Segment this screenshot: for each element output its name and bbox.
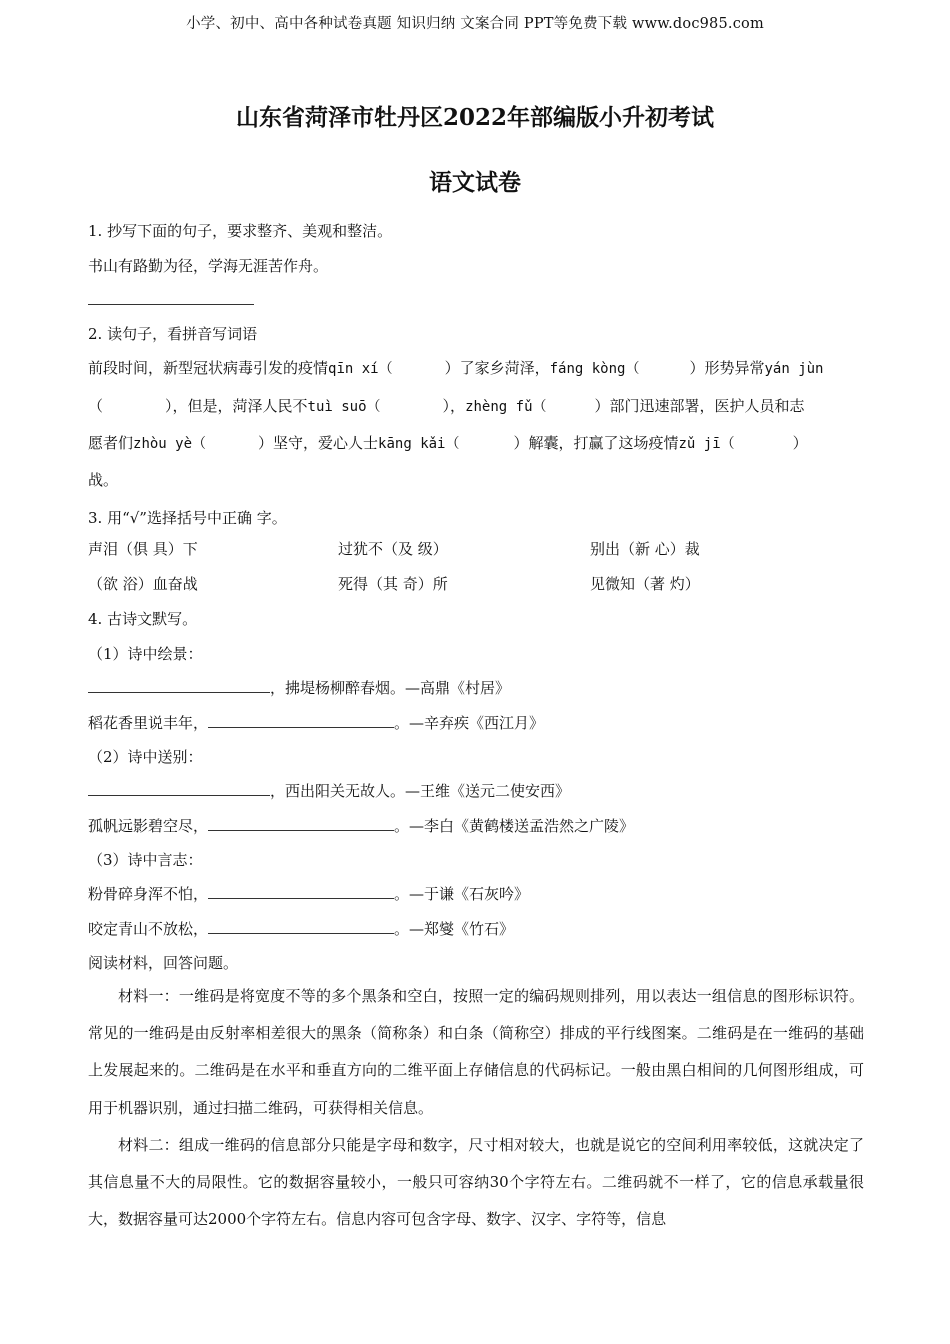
q3-item[interactable]: （欲 浴）血奋战 bbox=[88, 575, 198, 593]
q2-line-3: 愿者们zhòu yè（ ）坚守，爱心人士kāng kǎi（ ）解囊，打赢了这场疫情zǔ jī（ ） bbox=[88, 434, 808, 452]
q3-prompt: 3. 用“√”选择括号中正确 字。 bbox=[88, 509, 287, 527]
q3-item[interactable]: 见微知（著 灼） bbox=[590, 575, 700, 593]
q4-line: 粉骨碎身浑不怕， 。—于谦《石灰吟》 bbox=[88, 885, 530, 903]
q4-line: ，拂堤杨柳醉春烟。—高鼎《村居》 bbox=[88, 677, 510, 698]
pinyin-yanjun: yán jùn bbox=[764, 361, 824, 377]
q4-line: 稻花香里说丰年， 。—辛弃疾《西江月》 bbox=[88, 714, 545, 732]
q4-section-3: （3）诗中言志： bbox=[88, 851, 203, 869]
q4-line: 咬定青山不放松， 。—郑燮《竹石》 bbox=[88, 920, 515, 938]
q3-item[interactable]: 别出（新 心）裁 bbox=[590, 540, 700, 558]
pinyin-zhengfu: zhèng fǔ（ bbox=[465, 399, 547, 415]
answer-blank[interactable] bbox=[208, 816, 394, 831]
q2-line-2: （ ），但是，菏泽人民不tuì suō（ ），zhèng fǔ（ ）部门迅速部署，医护人员和志 bbox=[88, 397, 805, 415]
material-one: 材料一：一维码是将宽度不等的多个黑条和空白，按照一定的编码规则排列，用以表达一组信息的图形标识符。常见的一维码是由反射率相差很大的黑条（简称条）和白条（简称空）排成的平行线图案。二维码是在一维码的基础上发展起来的。二维码是在水平和垂直方向的二维平面上存储信息的代码标记。一般由黑白相间的几何图形组成，可用于机器识别，通过扫描二维码，可获得相关信息。 bbox=[88, 987, 864, 1117]
answer-blank[interactable] bbox=[88, 781, 270, 796]
material-two: 材料二：组成一维码的信息部分只能是字母和数字，尺寸相对较大，也就是说它的空间利用率较低，这就决定了其信息量不大的局限性。它的数据容量较小，一般只可容纳30个字符左右。二维码就不一样了，它的信息承载量很大，数据容量可达2000个字符左右。信息内容可包含字母、数字、汉字、字符等，信息 bbox=[88, 1136, 864, 1229]
exam-subtitle: 语文试卷 bbox=[429, 169, 521, 196]
exam-title: 山东省菏泽市牡丹区2022年部编版小升初考试 bbox=[235, 104, 714, 131]
answer-blank[interactable] bbox=[208, 919, 394, 934]
q3-item[interactable]: 声泪（俱 具）下 bbox=[88, 540, 198, 558]
q4-section-2: （2）诗中送别： bbox=[88, 748, 203, 766]
pinyin-zhouye: zhòu yè（ bbox=[133, 436, 207, 452]
answer-blank[interactable] bbox=[208, 713, 394, 728]
pinyin-tuisuo: tuì suō（ bbox=[307, 399, 381, 415]
q3-item[interactable]: 死得（其 奇）所 bbox=[338, 575, 448, 593]
pinyin-qinxi: qīn xí（ bbox=[328, 361, 393, 377]
q2-line-1: 前段时间，新型冠状病毒引发的疫情qīn xí（ ）了家乡菏泽，fáng kòng（ ）形势异常yán jùn bbox=[88, 359, 824, 377]
q4-prompt: 4. 古诗文默写。 bbox=[88, 610, 198, 628]
q2-prompt: 2. 读句子，看拼音写词语 bbox=[88, 325, 258, 343]
q2-line-4: 战。 bbox=[88, 471, 119, 489]
q4-section-1: （1）诗中绘景： bbox=[88, 645, 203, 663]
q1-answer-line[interactable] bbox=[88, 290, 254, 309]
answer-blank[interactable] bbox=[88, 678, 270, 693]
pinyin-kangkai: kāng kǎi（ bbox=[378, 436, 460, 452]
q3-item[interactable]: 过犹不（及 级） bbox=[338, 540, 448, 558]
pinyin-zuji: zǔ jī（ bbox=[678, 436, 735, 452]
q1-prompt: 1. 抄写下面的句子，要求整齐、美观和整洁。 bbox=[88, 222, 393, 240]
reading-intro: 阅读材料，回答问题。 bbox=[88, 954, 239, 972]
pinyin-fangkong: fáng kòng（ bbox=[549, 361, 640, 377]
q4-line: 孤帆远影碧空尽， 。—李白《黄鹤楼送孟浩然之广陵》 bbox=[88, 817, 635, 835]
q1-sentence: 书山有路勤为径，学海无涯苦作舟。 bbox=[88, 257, 329, 275]
answer-blank[interactable] bbox=[208, 884, 394, 899]
page-header: 小学、初中、高中各种试卷真题 知识归纳 文案合同 PPT等免费下载 www.doc985.com bbox=[186, 16, 764, 32]
q4-line: ，西出阳关无故人。—王维《送元二使安西》 bbox=[88, 780, 570, 801]
